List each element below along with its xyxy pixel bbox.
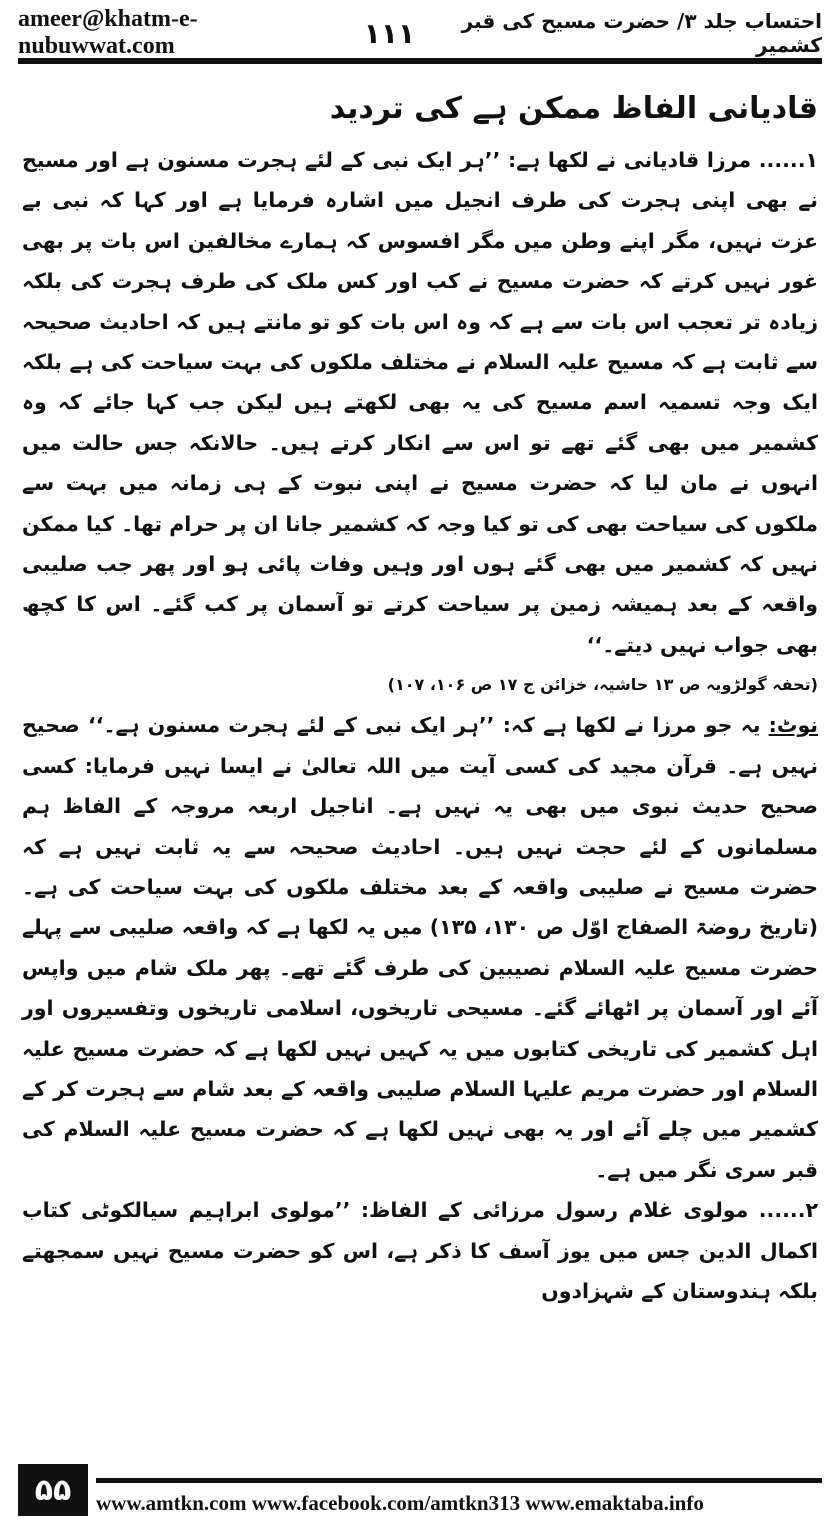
note-paragraph: [22, 705, 818, 1190]
section-heading: قادیانی الفاظ ممکن ہے کی تردید: [329, 91, 818, 126]
page-header: [18, 8, 822, 64]
page-footer: [18, 1460, 822, 1516]
note-text: یہ جو مرزا نے لکھا ہے کہ: ’’ہر ایک نبی کے لئے ہجرت مسنون ہے۔‘‘ صحیح نہیں ہے۔ قرآن مجید کی کسی آیت میں اللہ تعالیٰ نے ایسا نہیں فرمایا: کسی صحیح حدیث نبوی میں بھی یہ نہیں ہے۔ اناجیل اربعہ مروجہ کے الفاظ ہم مسلمانوں کے لئے حجت نہیں ہیں۔ احادیث صحیحہ سے یہ ثابت نہیں ہے کہ حضرت مسیح نے صلیبی واقعہ کے بعد مختلف ملکوں کی بہت سیاحت کی ہے۔ (تاریخ روضۃ الصفاج اوّل ص ۱۳۰، ۱۳۵) میں یہ لکھا ہے کہ واقعہ صلیبی سے پہلے حضرت مسیح علیہ السلام نصیبین کی طرف گئے تھے۔ پھر ملک شام میں واپس آئے اور آسمان پر اٹھائے گئے۔ مسیحی تاریخوں، اسلامی تاریخوں وتفسیروں اور اہل کشمیر کی تاریخی کتابوں میں یہ کہیں نہیں لکھا ہے کہ حضرت مسیح علیہ السلام اور حضرت مریم علیہا السلام صلیبی واقعہ کے بعد شام سے ہجرت کر کے کشمیر میں چلے آئے اور یہ بھی نہیں لکھا ہے کہ حضرت مسیح علیہ السلام کی قبر سری نگر میں ہے۔: [22, 713, 818, 1182]
item-2-number: ۲......: [758, 1198, 818, 1223]
item-2-text: مولوی غلام رسول مرزائی کے الفاظ: ’’مولوی ابراہیم سیالکوٹی کتاب اکمال الدین جس میں یوز آسف کا ذکر ہے، اس کو حضرت مسیح نہیں سمجھتے بلکہ ہندوستان کے شہزادوں: [22, 1198, 818, 1303]
header-book-title: احتساب جلد ۳/ حضرت مسیح کی قبر کشمیر: [461, 9, 822, 57]
footer-page-number: ۵۵: [18, 1464, 88, 1516]
note-label: نوٹ:: [768, 713, 818, 738]
item-1-number: ۱......: [758, 148, 819, 172]
footer-links-area: [96, 1478, 822, 1516]
reference-citation: (تحفہ گولڑویہ ص ۱۳ حاشیہ، خزائن ج ۱۷ ص ۱۰۶، ۱۰۷): [387, 675, 818, 695]
page-body: [22, 86, 818, 1430]
item-2-paragraph: [22, 1190, 818, 1311]
footer-links: www.amtkn.com www.facebook.com/amtkn313 www.emaktaba.info: [96, 1491, 704, 1515]
item-1-text: مرزا قادیانی نے لکھا ہے: ’’ہر ایک نبی کے لئے ہجرت مسنون ہے اور مسیح نے بھی اپنی ہجرت کی طرف انجیل میں اشارہ فرمایا ہے اور کہا کہ نبی بے عزت نہیں، مگر اپنے وطن میں مگر افسوس کہ ہمارے مخالفین اس بات پر بھی غور نہیں کرتے کہ حضرت مسیح نے کب اور کس ملک کی طرف ہجرت کی بلکہ زیادہ تر تعجب اس بات سے ہے کہ وہ اس بات کو تو مانتے ہیں کہ احادیث صحیحہ سے ثابت ہے کہ مسیح علیہ السلام نے مختلف ملکوں کی بہت سیاحت کی ہے بلکہ ایک وجہ تسمیہ اسم مسیح کی یہ بھی لکھتے ہیں لیکن جب کہا جائے کہ وہ کشمیر میں بھی گئے تھے تو اس سے انکار کرتے ہیں۔ حالانکہ جس حالت میں انہوں نے مان لیا کہ حضرت مسیح نے اپنی نبوت کے ہی زمانہ میں بہت سے ملکوں کی سیاحت بھی کی تو کیا وجہ کہ کشمیر جانا ان پر حرام تھا۔ کیا ممکن نہیں کہ کشمیر میں بھی گئے ہوں اور وہیں وفات پائی ہو اور پھر جب صلیبی واقعہ کے بعد ہمیشہ زمین پر سیاحت کرتے تو آسمان پر کب گئے۔ اس کا کچھ بھی جواب نہیں دیتے۔‘‘: [22, 148, 818, 657]
header-email: ameer@khatm-e-nubuwwat.com: [18, 6, 198, 59]
item-1-paragraph: [22, 140, 818, 665]
header-page-number: ۱۱۱: [363, 16, 416, 50]
